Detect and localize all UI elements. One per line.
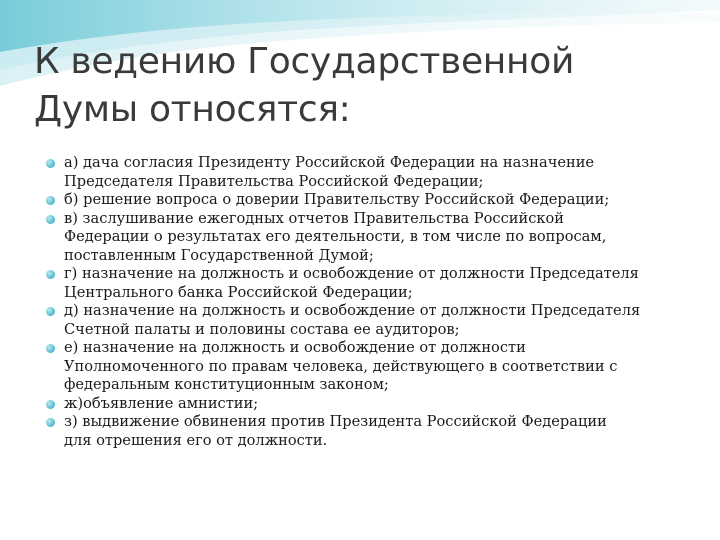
list-item-line: з) выдвижение обвинения против Президента Российской Федерации <box>64 413 607 430</box>
list-item-line: ж)объявление амнистии; <box>64 394 259 412</box>
bullet-list <box>46 154 696 450</box>
bullet-icon <box>46 215 55 224</box>
list-item-line: Уполномоченного по правам человека, действующего в соответствии с <box>64 357 618 375</box>
list-item-line: е) назначение на должность и освобождение от должности <box>64 339 526 356</box>
bullet-icon <box>46 159 55 168</box>
list-item-line: а) дача согласия Президенту Российской Федерации на назначение <box>64 154 595 171</box>
list-item-line: Счетной палаты и половины состава ее аудиторов; <box>64 320 460 338</box>
slide-title-line-2: Думы относятся: <box>34 89 351 130</box>
list-item <box>46 339 696 395</box>
list-item-line: в) заслушивание ежегодных отчетов Правительства Российской <box>64 209 565 227</box>
list-item-line: б) решение вопроса о доверии Правительству Российской Федерации; <box>64 191 610 208</box>
list-item <box>46 395 696 414</box>
bullet-icon <box>46 418 55 427</box>
list-item <box>46 191 696 210</box>
list-item-line: Председателя Правительства Российской Федерации; <box>64 172 484 190</box>
list-item-line: д) назначение на должность и освобождение от должности Председателя <box>64 302 641 319</box>
list-item-line: для отрешения его от должности. <box>64 431 328 449</box>
list-item-line: Центрального банка Российской Федерации; <box>64 283 413 301</box>
list-item <box>46 210 696 266</box>
list-item <box>46 265 696 302</box>
list-item <box>46 302 696 339</box>
bullet-icon <box>46 196 55 205</box>
list-item-line: федеральным конституционным законом; <box>64 376 389 393</box>
slide-title-line-1: К ведению Государственной <box>34 41 575 82</box>
bullet-icon <box>46 270 55 279</box>
list-item-line: г) назначение на должность и освобождение от должности Председателя <box>64 265 639 282</box>
list-item <box>46 154 696 191</box>
bullet-icon <box>46 344 55 353</box>
list-item <box>46 413 696 450</box>
list-item-line: Федерации о результатах его деятельности, в том числе по вопросам, <box>64 228 607 245</box>
slide-title <box>34 38 674 134</box>
bullet-icon <box>46 307 55 316</box>
bullet-icon <box>46 400 55 409</box>
list-item-line: поставленным Государственной Думой; <box>64 246 374 264</box>
